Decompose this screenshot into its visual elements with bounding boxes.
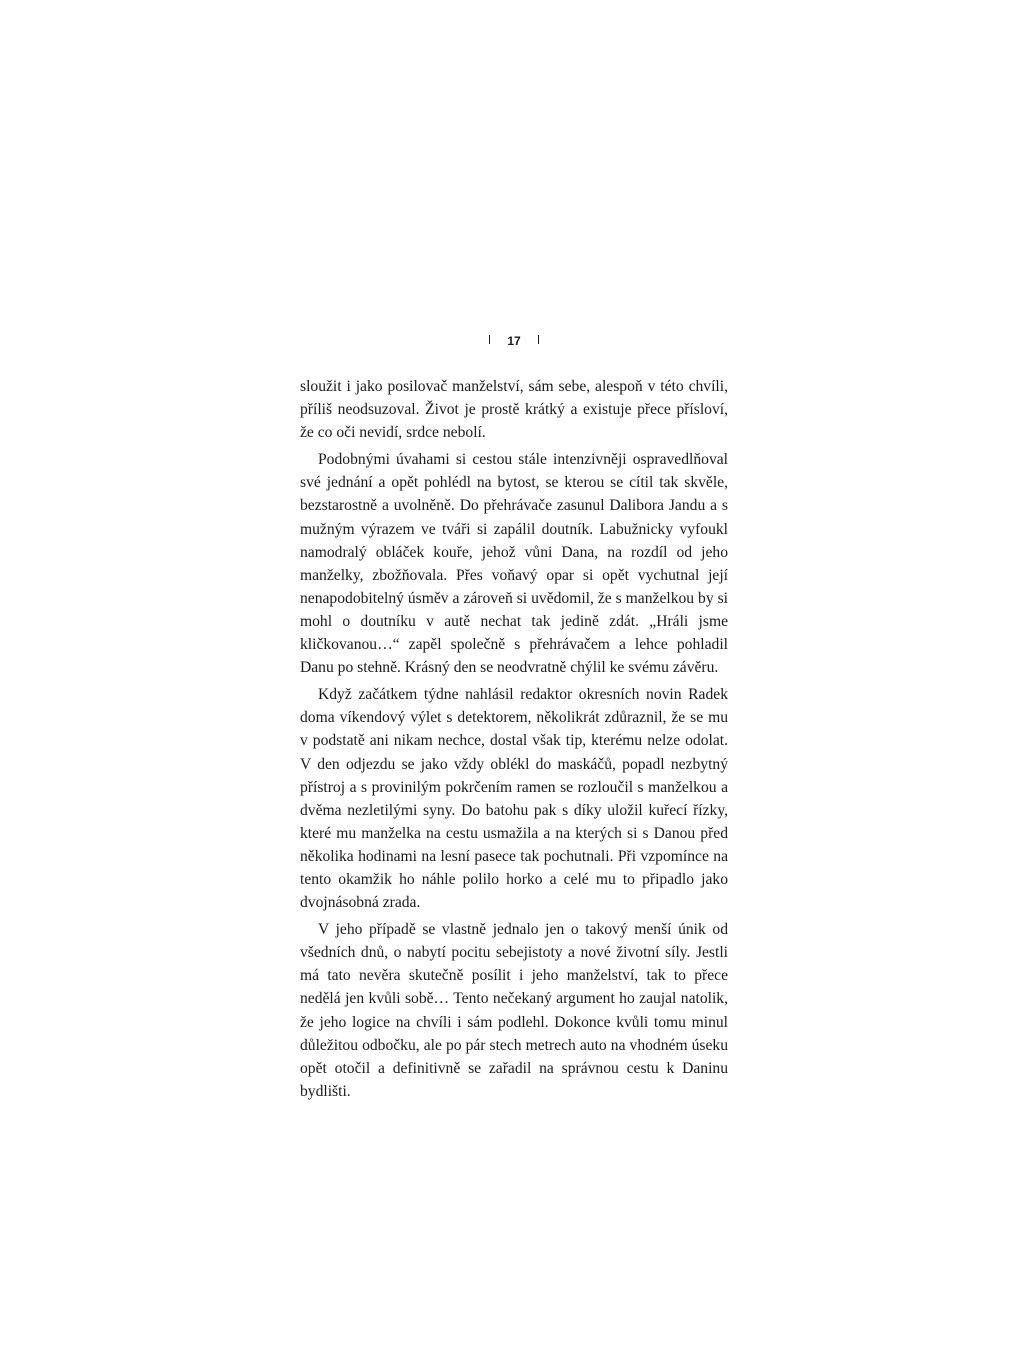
body-text (300, 375, 728, 1103)
paragraph: sloužit i jako posilovač manželství, sám sebe, alespoň v této chvíli, příliš neodsuzoval. Život je prostě krátký a existuje přece přísloví, že co oči nevidí, srdce nebolí. (300, 378, 728, 442)
left-divider-bar (489, 335, 490, 344)
paragraph: Podobnými úvahami si cestou stále intenzivněji ospravedlňoval své jednání a opět pohlédl na bytost, se kterou se cítil tak skvěle, bezstarostně a uvolněně. Do přehrávače zasunul Dalibora Jandu a s mužným výrazem ve tváři si zapálil doutník. Labužnicky vyfoukl namodralý obláček kouře, jehož vůni Dana, na rozdíl od jeho manželky, zbožňovala. Přes voňavý opar si opět vychutnal její nenapodobitelný úsměv a zároveň si uvědomil, že s manželkou by si mohl o doutníku v autě nechat tak jedině zdát. „Hráli jsme kličkovanou…“ zapěl společně s přehrávačem a lehce pohladil Danu po stehně. Krásný den se neodvratně chýlil ke svému závěru. (300, 451, 728, 677)
page-header (300, 330, 728, 350)
right-divider-bar (538, 335, 539, 344)
paragraph: Když začátkem týdne nahlásil redaktor okresních novin Radek doma víkendový výlet s detektorem, několikrát zdůraznil, že se mu v podstatě ani nikam nechce, dostal však tip, kterému nelze odolat. V den odjezdu se jako vždy oblékl do maskáčů, popadl nezbytný přístroj a s provinilým pokrčením ramen se rozloučil s manželkou a dvěma nezletilými syny. Do batohu pak s díky uložil kuřecí řízky, které mu manželka na cestu usmažila a na kterých si s Danou před několika hodinami na lesní pasece tak pochutnali. Při vzpomínce na tento okamžik ho náhle polilo horko a celé mu to připadlo jako dvojnásobná zrada. (300, 686, 728, 912)
page-number: 17 (507, 333, 521, 348)
paragraph: V jeho případě se vlastně jednalo jen o takový menší únik od všedních dnů, o nabytí pocitu sebejistoty a nové životní síly. Jestli má tato nevěra skutečně posílit i jeho manželství, tak to přece nedělá jen kvůli sobě… Tento nečekaný argument ho zaujal natolik, že jeho logice na chvíli i sám podlehl. Dokonce kvůli tomu minul důležitou odbočku, ale po pár stech metrech auto na vhodném úseku opět otočil a definitivně se zařadil na správnou cestu k Daninu bydlišti. (300, 921, 728, 1100)
